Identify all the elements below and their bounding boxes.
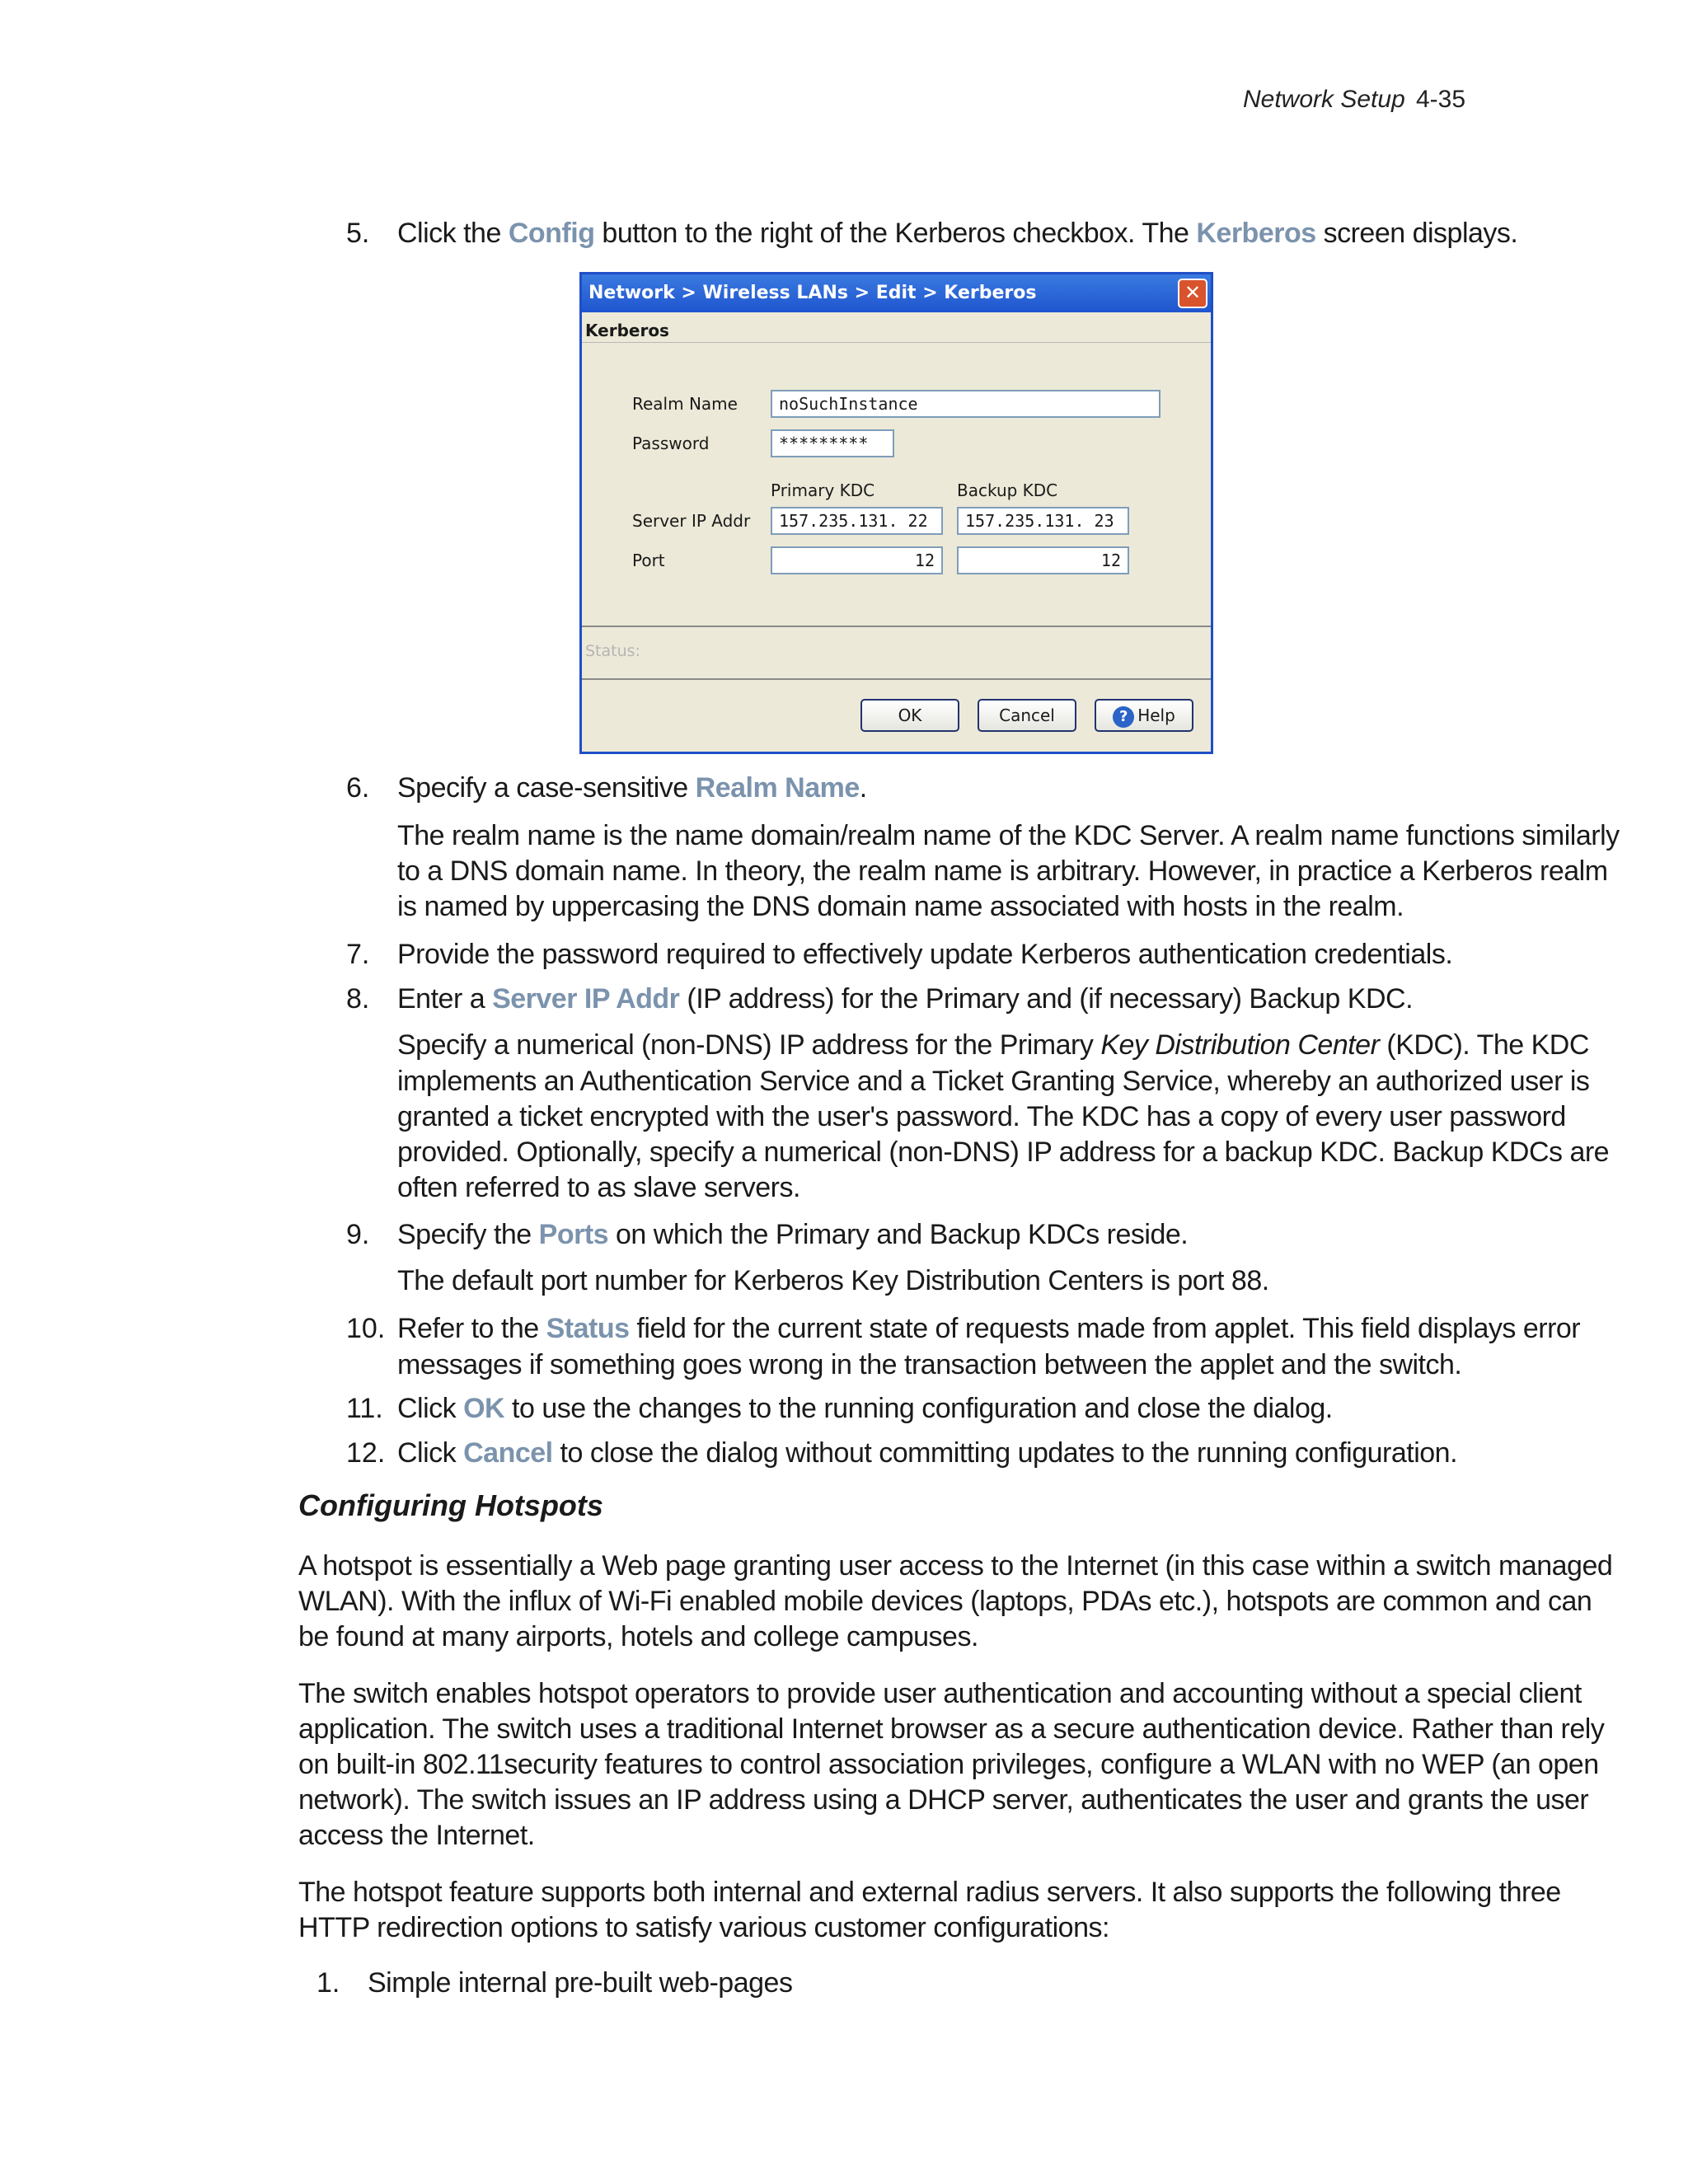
keyword: OK bbox=[463, 1393, 505, 1424]
paragraph-line: The switch enables hotspot operators to provide user authentication and accounting without a special client bbox=[298, 1678, 1582, 1709]
step-number: 6. bbox=[346, 772, 370, 804]
section-heading: Configuring Hotspots bbox=[298, 1488, 603, 1522]
step-number: 9. bbox=[346, 1219, 370, 1250]
list-number: 1. bbox=[316, 1967, 340, 1999]
realm-name-label: Realm Name bbox=[632, 394, 738, 414]
paragraph-line: HTTP redirection options to satisfy various customer configurations: bbox=[298, 1912, 1109, 1943]
step-8-body-line: often referred to as slave servers. bbox=[397, 1172, 800, 1203]
dialog-title: Network > Wireless LANs > Edit > Kerberos bbox=[588, 283, 1037, 303]
backup-ip-input[interactable]: 157.235.131. 23 bbox=[957, 507, 1129, 535]
kerberos-dialog bbox=[579, 272, 1213, 754]
step-6-body-line: The realm name is the name domain/realm name of the KDC Server. A realm name functions similarly bbox=[397, 820, 1620, 851]
paragraph-line: access the Internet. bbox=[298, 1820, 535, 1851]
step-8-body-line: Specify a numerical (non-DNS) IP address for the Primary Key Distribution Center (KDC). The KDC bbox=[397, 1029, 1589, 1061]
paragraph-line: A hotspot is essentially a Web page granting user access to the Internet (in this case within a switch managed bbox=[298, 1550, 1613, 1582]
keyword: Status bbox=[546, 1313, 630, 1344]
paragraph-line: be found at many airports, hotels and college campuses. bbox=[298, 1621, 978, 1652]
help-icon: ? bbox=[1113, 706, 1134, 728]
step-number: 7. bbox=[346, 939, 370, 970]
step-number: 12. bbox=[346, 1437, 386, 1469]
ok-button[interactable]: OK bbox=[860, 699, 959, 732]
dialog-section-label: Kerberos bbox=[585, 321, 669, 340]
backup-kdc-label: Backup KDC bbox=[957, 480, 1058, 500]
paragraph-line: The hotspot feature supports both internal and external radius servers. It also supports the following three bbox=[298, 1877, 1561, 1908]
step-number: 10. bbox=[346, 1313, 386, 1344]
server-ip-label: Server IP Addr bbox=[632, 511, 751, 531]
step-12-text: Click Cancel to close the dialog without committing updates to the running configuration. bbox=[397, 1437, 1458, 1469]
dialog-title-bar bbox=[582, 274, 1211, 312]
step-6-body-line: is named by uppercasing the DNS domain name associated with hosts in the realm. bbox=[397, 891, 1404, 922]
cancel-button[interactable]: Cancel bbox=[978, 699, 1076, 732]
close-icon[interactable]: ✕ bbox=[1178, 279, 1207, 308]
step-6-text: Specify a case-sensitive Realm Name. bbox=[397, 772, 867, 804]
step-9-body: The default port number for Kerberos Key Distribution Centers is port 88. bbox=[397, 1265, 1269, 1296]
password-label: Password bbox=[632, 434, 710, 453]
step-6-body-line: to a DNS domain name. In theory, the realm name is arbitrary. However, in practice a Kerberos realm bbox=[397, 855, 1608, 887]
header-section-title: Network Setup bbox=[1243, 86, 1405, 113]
help-button-label: Help bbox=[1137, 705, 1175, 725]
password-input[interactable]: ********* bbox=[771, 429, 894, 457]
step-9-text: Specify the Ports on which the Primary and Backup KDCs reside. bbox=[397, 1219, 1189, 1250]
step-number: 5. bbox=[346, 218, 370, 249]
step-8-body-line: provided. Optionally, specify a numerical (non-DNS) IP address for a backup KDC. Backup KDCs are bbox=[397, 1137, 1610, 1168]
list-item: Simple internal pre-built web-pages bbox=[368, 1967, 793, 1999]
paragraph-line: network). The switch issues an IP address using a DHCP server, authenticates the user and grants the user bbox=[298, 1784, 1589, 1816]
step-5-text: Click the Config button to the right of the Kerberos checkbox. The Kerberos screen displays. bbox=[397, 218, 1518, 249]
step-8-body-line: granted a ticket encrypted with the user's password. The KDC has a copy of every user password bbox=[397, 1101, 1566, 1132]
primary-port-input[interactable]: 12 bbox=[771, 546, 943, 574]
status-field: Status: bbox=[585, 642, 640, 660]
realm-name-input[interactable]: noSuchInstance bbox=[771, 390, 1160, 418]
backup-port-input[interactable]: 12 bbox=[957, 546, 1129, 574]
step-7-text: Provide the password required to effectively update Kerberos authentication credentials. bbox=[397, 939, 1453, 970]
header-page-number: 4-35 bbox=[1416, 86, 1466, 113]
keyword: Realm Name bbox=[695, 772, 860, 804]
step-11-text: Click OK to use the changes to the running configuration and close the dialog. bbox=[397, 1393, 1333, 1424]
keyword: Kerberos bbox=[1196, 218, 1316, 249]
paragraph-line: on built-in 802.11security features to control association privileges, configure a WLAN with no WEP (an open bbox=[298, 1749, 1599, 1780]
paragraph-line: application. The switch uses a traditional Internet browser as a secure authentication device. Rather than rely bbox=[298, 1713, 1605, 1745]
divider bbox=[582, 342, 1211, 343]
step-8-text: Enter a Server IP Addr (IP address) for the Primary and (if necessary) Backup KDC. bbox=[397, 983, 1414, 1015]
step-number: 8. bbox=[346, 983, 370, 1015]
primary-ip-input[interactable]: 157.235.131. 22 bbox=[771, 507, 943, 535]
paragraph-line: WLAN). With the influx of Wi-Fi enabled mobile devices (laptops, PDAs etc.), hotspots are common and can bbox=[298, 1586, 1592, 1617]
step-8-body-line: implements an Authentication Service and a Ticket Granting Service, whereby an authorized user is bbox=[397, 1066, 1590, 1097]
keyword: Server IP Addr bbox=[492, 983, 680, 1015]
keyword: Ports bbox=[538, 1219, 609, 1250]
divider bbox=[582, 626, 1211, 627]
divider bbox=[582, 678, 1211, 680]
step-number: 11. bbox=[346, 1393, 383, 1424]
help-button[interactable] bbox=[1095, 699, 1193, 732]
step-10-text: Refer to the Status field for the current state of requests made from applet. This field displays error bbox=[397, 1313, 1581, 1344]
step-10-text-line: messages if something goes wrong in the transaction between the applet and the switch. bbox=[397, 1349, 1462, 1380]
keyword: Cancel bbox=[463, 1437, 553, 1469]
keyword: Config bbox=[508, 218, 595, 249]
primary-kdc-label: Primary KDC bbox=[771, 480, 875, 500]
port-label: Port bbox=[632, 551, 665, 570]
